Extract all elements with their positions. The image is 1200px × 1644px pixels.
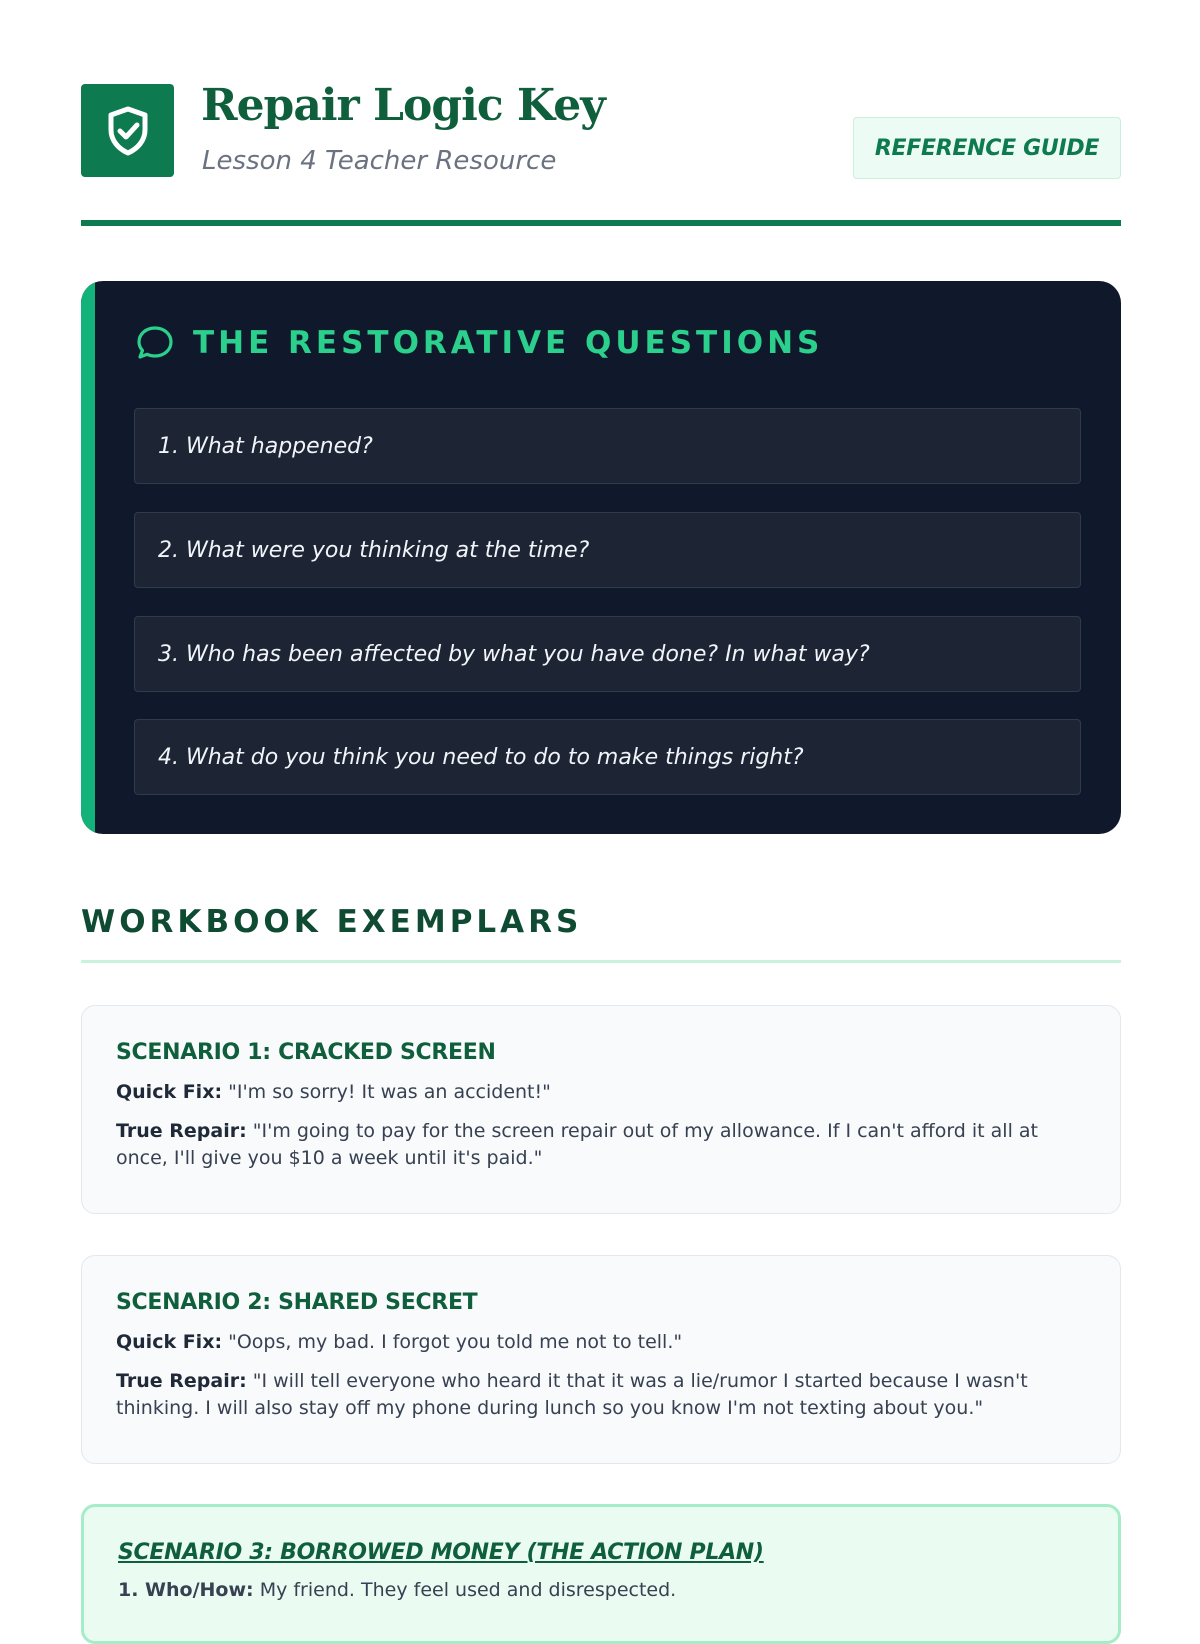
quick-fix-label: Quick Fix: — [116, 1331, 223, 1353]
true-repair-line — [116, 1118, 1086, 1172]
page-subtitle: Lesson 4 Teacher Resource — [202, 146, 557, 176]
scenario-title: SCENARIO 2: SHARED SECRET — [116, 1290, 478, 1315]
header-divider — [81, 220, 1121, 226]
question-1: 1. What happened? — [134, 408, 1081, 484]
question-2: 2. What were you thinking at the time? — [134, 512, 1081, 588]
quick-fix-line — [116, 1329, 1086, 1356]
quick-fix-line — [116, 1079, 1086, 1106]
question-4: 4. What do you think you need to do to make things right? — [134, 719, 1081, 795]
scenario-title: SCENARIO 3: BORROWED MONEY (THE ACTION PLAN) — [118, 1540, 764, 1565]
true-repair-text: "I'm going to pay for the screen repair out of my allowance. If I can't afford it all at once, I'll give you $10 a week until it's paid." — [116, 1120, 1038, 1169]
true-repair-line — [116, 1368, 1086, 1422]
action-plan-text: My friend. They feel used and disrespected. — [259, 1579, 677, 1601]
question-3: 3. Who has been affected by what you have done? In what way? — [134, 616, 1081, 692]
restorative-questions-card — [81, 281, 1121, 834]
true-repair-label: True Repair: — [116, 1120, 247, 1142]
header — [81, 0, 1121, 227]
page — [81, 0, 1121, 1601]
shield-check-icon — [105, 105, 151, 157]
logo — [81, 84, 174, 177]
true-repair-label: True Repair: — [116, 1370, 247, 1392]
exemplars-divider — [81, 960, 1121, 963]
scenario-card-2 — [81, 1255, 1121, 1464]
reference-guide-badge: REFERENCE GUIDE — [853, 117, 1121, 179]
quick-fix-text: "Oops, my bad. I forgot you told me not to tell." — [228, 1331, 683, 1353]
page-title: Repair Logic Key — [201, 80, 605, 131]
workbook-exemplars-title: WORKBOOK EXEMPLARS — [81, 904, 583, 940]
restorative-questions-header — [135, 323, 823, 363]
quick-fix-text: "I'm so sorry! It was an accident!" — [228, 1081, 551, 1103]
restorative-questions-title: THE RESTORATIVE QUESTIONS — [193, 325, 824, 361]
action-plan-label: 1. Who/How: — [118, 1579, 254, 1601]
quick-fix-label: Quick Fix: — [116, 1081, 223, 1103]
scenario-card-3 — [81, 1504, 1121, 1644]
true-repair-text: "I will tell everyone who heard it that it was a lie/rumor I started because I wasn't thinking. I will also stay off my phone during lunch so you know I'm not texting about you." — [116, 1370, 1028, 1419]
speech-bubble-icon — [135, 323, 175, 363]
scenario-title: SCENARIO 1: CRACKED SCREEN — [116, 1040, 496, 1065]
scenario-card-1 — [81, 1005, 1121, 1214]
